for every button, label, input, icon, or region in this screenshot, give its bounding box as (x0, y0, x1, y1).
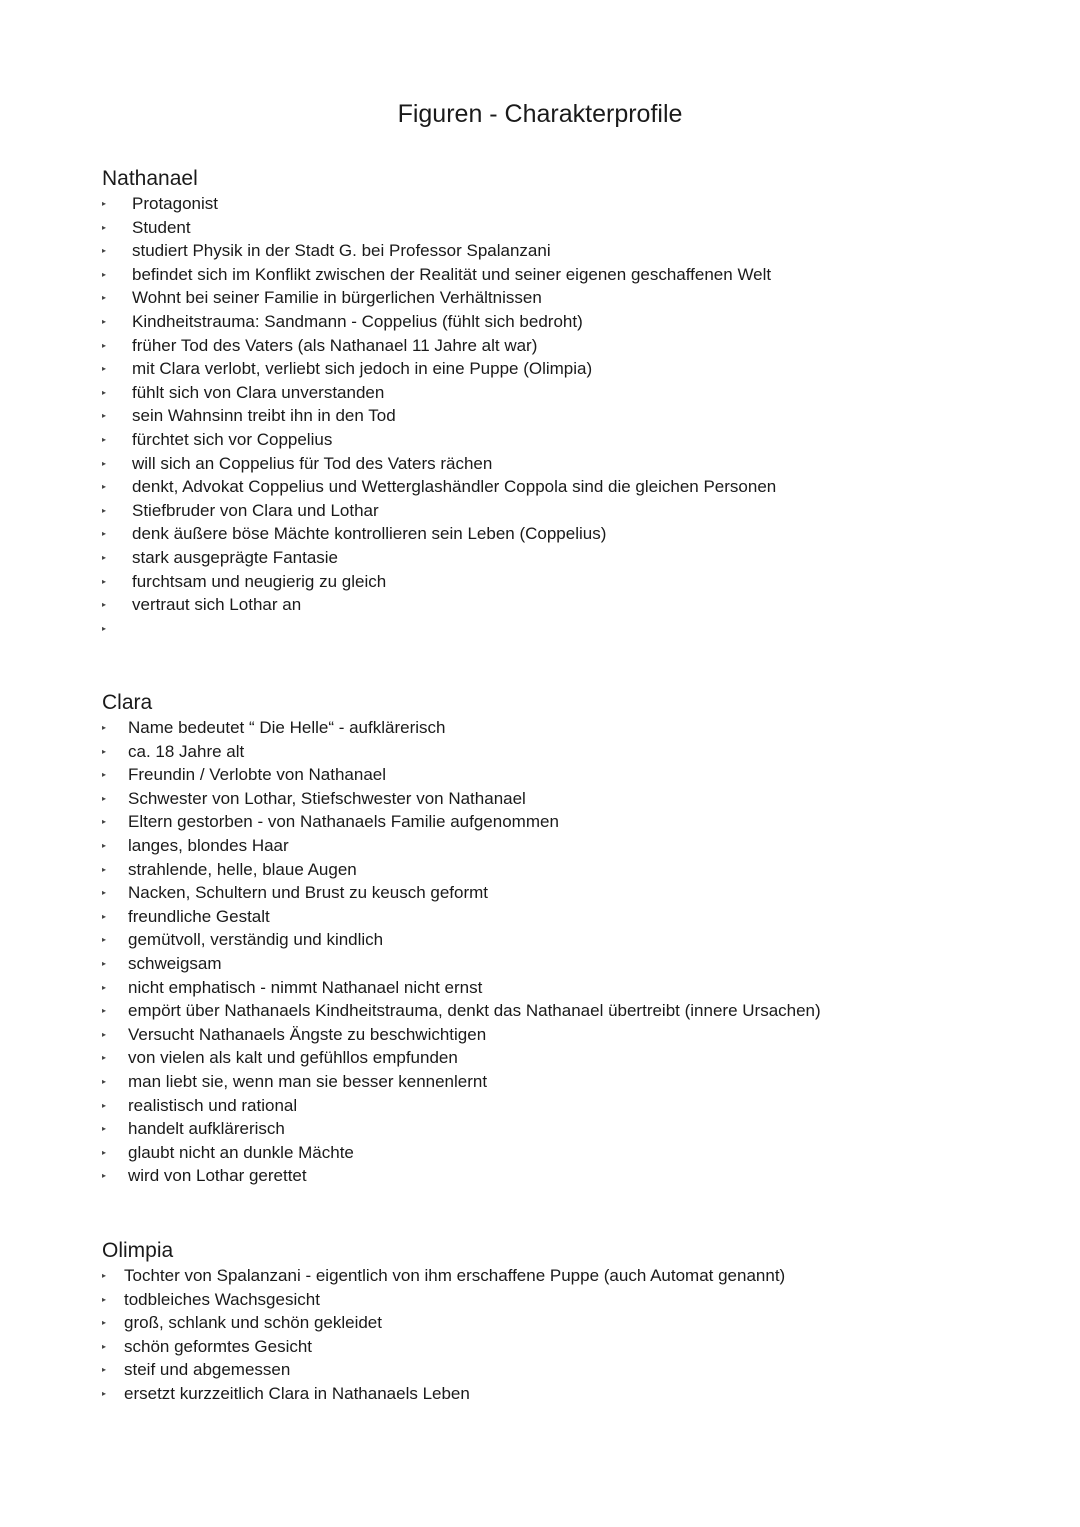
list-item (102, 357, 776, 381)
list-item (102, 263, 776, 287)
list-item (102, 1311, 785, 1335)
list-item-text: ersetzt kurzzeitlich Clara in Nathanaels Leben (124, 1383, 470, 1403)
bullet-list (102, 192, 776, 640)
list-item-text: schön geformtes Gesicht (124, 1336, 313, 1356)
list-item (102, 1382, 785, 1406)
list-item-text: man liebt sie, wenn man sie besser kennenlernt (128, 1071, 488, 1091)
bullet-arrow-icon: ▸ (102, 840, 107, 850)
bullet-arrow-icon: ▸ (102, 199, 107, 208)
list-item (102, 570, 776, 594)
bullet-arrow-icon: ▸ (102, 982, 107, 992)
section-heading: Clara (102, 691, 153, 714)
list-item-text: glaubt nicht an dunkle Mächte (128, 1142, 354, 1162)
list-item (102, 858, 821, 882)
list-item (102, 499, 776, 523)
bullet-arrow-icon: ▸ (102, 552, 107, 562)
list-item (102, 452, 776, 476)
list-item-text: Student (132, 217, 191, 237)
bullet-arrow-icon: ▸ (102, 958, 107, 968)
list-item (102, 1141, 821, 1165)
section-olimpia (102, 1238, 785, 1406)
bullet-arrow-icon: ▸ (102, 746, 107, 756)
list-item (102, 834, 821, 858)
list-item (102, 310, 776, 334)
list-item (102, 1335, 785, 1359)
section-heading: Olimpia (102, 1239, 174, 1262)
bullet-arrow-icon: ▸ (102, 1388, 107, 1398)
list-item (102, 381, 776, 405)
list-item-text: Eltern gestorben - von Nathanaels Familie aufgenommen (128, 812, 559, 832)
list-item-text: Schwester von Lothar, Stiefschwester von Nathanael (128, 788, 526, 808)
bullet-arrow-icon: ▸ (102, 793, 107, 803)
list-item-text: groß, schlank und schön gekleidet (124, 1313, 382, 1333)
list-item-text: befindet sich im Konflikt zwischen der Realität und seiner eigenen geschaffenen Welt (132, 264, 772, 284)
list-item-text: Protagonist (132, 194, 218, 213)
bullet-arrow-icon: ▸ (102, 1076, 107, 1086)
list-item-text: freundliche Gestalt (128, 906, 270, 926)
list-item-text: will sich an Coppelius für Tod des Vaters rächen (132, 453, 493, 473)
list-item-text: handelt aufklärerisch (128, 1119, 285, 1139)
section-nathanael (102, 166, 776, 640)
list-item-text: Tochter von Spalanzani - eigentlich von ihm erschaffene Puppe (auch Automat genannt) (124, 1266, 786, 1285)
list-item-text: von vielen als kalt und gefühllos empfunden (128, 1048, 458, 1068)
list-item (102, 546, 776, 570)
bullet-arrow-icon: ▸ (102, 246, 107, 256)
bullet-arrow-icon: ▸ (102, 458, 107, 468)
list-item (102, 928, 821, 952)
list-item (102, 593, 776, 617)
bullet-arrow-icon: ▸ (102, 1100, 107, 1110)
bullet-arrow-icon: ▸ (102, 529, 107, 539)
list-item (102, 1070, 821, 1094)
list-item (102, 881, 821, 905)
list-item (102, 428, 776, 452)
bullet-arrow-icon: ▸ (102, 364, 107, 374)
list-item (102, 192, 776, 216)
list-item-text: nicht emphatisch - nimmt Nathanael nicht ernst (128, 977, 483, 997)
bullet-arrow-icon: ▸ (102, 1053, 107, 1063)
list-item (102, 1288, 785, 1312)
list-item (102, 286, 776, 310)
list-item-text: ca. 18 Jahre alt (128, 741, 245, 761)
list-item-text: fürchtet sich vor Coppelius (132, 429, 333, 449)
list-item-text: denk äußere böse Mächte kontrollieren sein Leben (Coppelius) (132, 524, 607, 544)
list-item-text: vertraut sich Lothar an (132, 595, 302, 615)
bullet-arrow-icon: ▸ (102, 888, 107, 898)
list-item-text: schweigsam (128, 953, 222, 973)
list-item-text: früher Tod des Vaters (als Nathanael 11 Jahre alt war) (132, 335, 538, 355)
list-item (102, 905, 821, 929)
bullet-arrow-icon: ▸ (102, 1294, 107, 1304)
list-item (102, 740, 821, 764)
bullet-arrow-icon: ▸ (102, 723, 107, 732)
bullet-arrow-icon: ▸ (102, 1124, 107, 1134)
bullet-arrow-icon: ▸ (102, 269, 107, 279)
list-item-text: realistisch und rational (128, 1095, 298, 1115)
list-item (102, 522, 776, 546)
list-item (102, 976, 821, 1000)
bullet-list (102, 716, 821, 1188)
list-item (102, 334, 776, 358)
bullet-arrow-icon: ▸ (102, 770, 107, 780)
list-item (102, 1023, 821, 1047)
list-item-text: studiert Physik in der Stadt G. bei Professor Spalanzani (132, 241, 551, 261)
list-item-text: denkt, Advokat Coppelius und Wetterglashändler Coppola sind die gleichen Personen (132, 477, 777, 497)
list-item (102, 1046, 821, 1070)
list-item-text: fühlt sich von Clara unverstanden (132, 382, 385, 402)
list-item-text: Freundin / Verlobte von Nathanael (128, 765, 387, 785)
bullet-arrow-icon: ▸ (102, 1029, 107, 1039)
list-item-text: strahlende, helle, blaue Augen (128, 859, 357, 879)
list-item-text: mit Clara verlobt, verliebt sich jedoch in eine Puppe (Olimpia) (132, 359, 593, 379)
list-item (102, 216, 776, 240)
section-clara (102, 690, 821, 1188)
bullet-arrow-icon: ▸ (102, 864, 107, 874)
list-item-text: langes, blondes Haar (128, 835, 289, 855)
bullet-arrow-icon: ▸ (102, 817, 107, 827)
bullet-arrow-icon: ▸ (102, 911, 107, 921)
list-item (102, 1094, 821, 1118)
list-item (102, 716, 821, 740)
bullet-list (102, 1264, 785, 1406)
bullet-arrow-icon: ▸ (102, 222, 107, 232)
list-item (102, 810, 821, 834)
list-item-text: Nacken, Schultern und Brust zu keusch geformt (128, 883, 489, 903)
list-item (102, 1164, 821, 1188)
bullet-arrow-icon: ▸ (102, 1171, 107, 1181)
bullet-arrow-icon: ▸ (102, 482, 107, 492)
list-item (102, 1117, 821, 1141)
bullet-arrow-icon: ▸ (102, 411, 107, 421)
list-item-text: furchtsam und neugierig zu gleich (132, 571, 387, 591)
bullet-arrow-icon: ▸ (102, 1006, 107, 1016)
list-item (102, 763, 821, 787)
bullet-arrow-icon: ▸ (102, 293, 107, 303)
list-item-text: Stiefbruder von Clara und Lothar (132, 500, 379, 520)
list-item-text: empört über Nathanaels Kindheitstrauma, denkt das Nathanael übertreibt (innere Ursachen) (128, 1001, 821, 1021)
bullet-arrow-icon: ▸ (102, 576, 107, 586)
bullet-arrow-icon: ▸ (102, 340, 107, 350)
bullet-arrow-icon: ▸ (102, 1318, 107, 1328)
bullet-arrow-icon: ▸ (102, 600, 107, 610)
bullet-arrow-icon: ▸ (102, 1147, 107, 1157)
list-item (102, 787, 821, 811)
bullet-arrow-icon: ▸ (102, 434, 107, 444)
list-item-text: gemütvoll, verständig und kindlich (128, 930, 384, 950)
bullet-arrow-icon: ▸ (102, 505, 107, 515)
list-item-text: wird von Lothar gerettet (128, 1166, 307, 1186)
list-item (102, 475, 776, 499)
bullet-arrow-icon: ▸ (102, 623, 107, 633)
bullet-arrow-icon: ▸ (102, 935, 107, 945)
list-item-text: Wohnt bei seiner Familie in bürgerlichen Verhältnissen (132, 288, 542, 308)
list-item (102, 952, 821, 976)
list-item-text: Versucht Nathanaels Ängste zu beschwichtigen (128, 1024, 487, 1044)
bullet-arrow-icon: ▸ (102, 1365, 107, 1375)
bullet-arrow-icon: ▸ (102, 1341, 107, 1351)
bullet-arrow-icon: ▸ (102, 1271, 107, 1280)
section-heading: Nathanael (102, 167, 198, 190)
list-item-text: steif und abgemessen (124, 1360, 291, 1380)
list-item (102, 239, 776, 263)
list-item (102, 617, 776, 641)
list-item-text: sein Wahnsinn treibt ihn in den Tod (132, 406, 396, 426)
list-item (102, 1264, 785, 1288)
list-item (102, 999, 821, 1023)
list-item (102, 404, 776, 428)
list-item-text: stark ausgeprägte Fantasie (132, 547, 339, 567)
bullet-arrow-icon: ▸ (102, 316, 107, 326)
list-item-text: Name bedeutet “ Die Helle“ - aufklärerisch (128, 718, 446, 737)
page-title: Figuren - Charakterprofile (397, 100, 683, 128)
list-item-text: todbleiches Wachsgesicht (124, 1289, 320, 1309)
bullet-arrow-icon: ▸ (102, 387, 107, 397)
list-item-text: Kindheitstrauma: Sandmann - Coppelius (fühlt sich bedroht) (132, 311, 583, 331)
list-item (102, 1358, 785, 1382)
